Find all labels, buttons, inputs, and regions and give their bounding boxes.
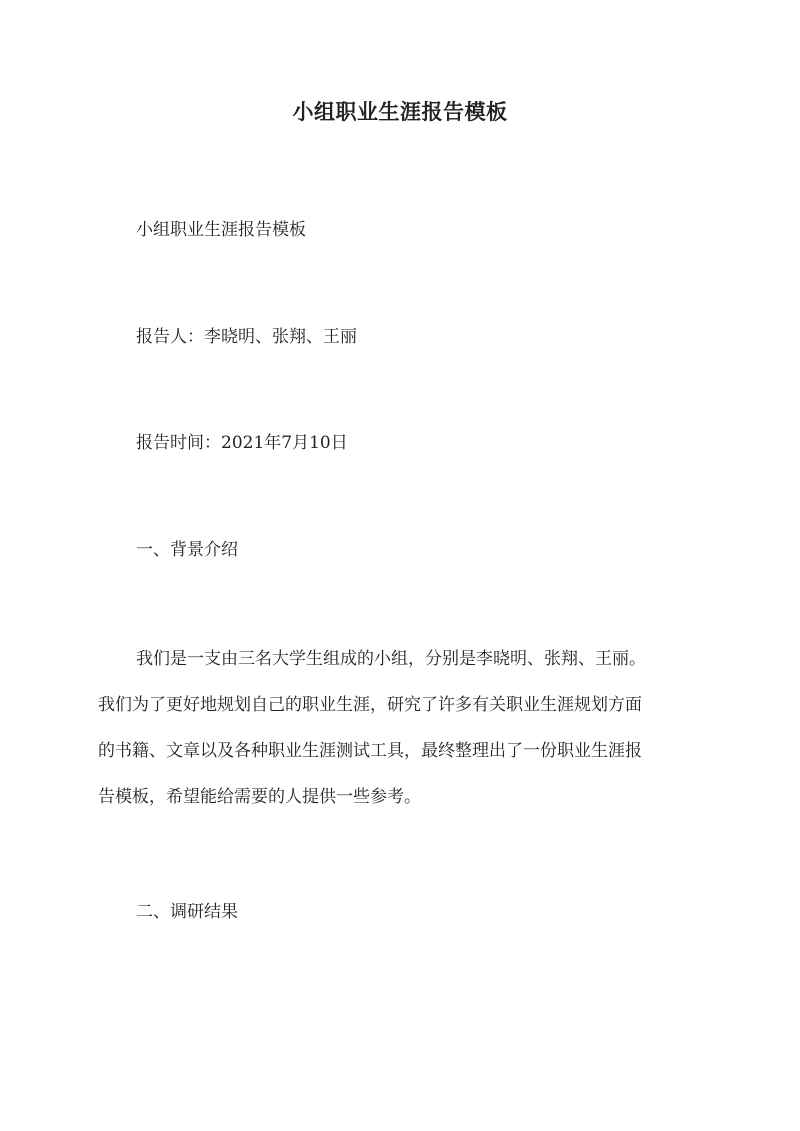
background-paragraph (98, 636, 702, 820)
paragraph-line: 告模板，希望能给需要的人提供一些参考。 (98, 787, 421, 807)
report-time-line: 报告时间：2021年7月10日 (136, 433, 348, 453)
document-subtitle: 小组职业生涯报告模板 (136, 220, 306, 240)
paragraph-line: 的书籍、文章以及各种职业生涯测试工具，最终整理出了一份职业生涯报 (98, 741, 642, 761)
reporter-line: 报告人：李晓明、张翔、王丽 (136, 327, 357, 347)
section-heading-results: 二、调研结果 (136, 902, 238, 922)
paragraph-line: 我们为了更好地规划自己的职业生涯，研究了许多有关职业生涯规划方面 (98, 695, 642, 715)
section-heading-background: 一、背景介绍 (136, 540, 238, 560)
document-title: 小组职业生涯报告模板 (292, 99, 508, 124)
paragraph-line: 我们是一支由三名大学生组成的小组，分别是李晓明、张翔、王丽。 (136, 649, 646, 669)
